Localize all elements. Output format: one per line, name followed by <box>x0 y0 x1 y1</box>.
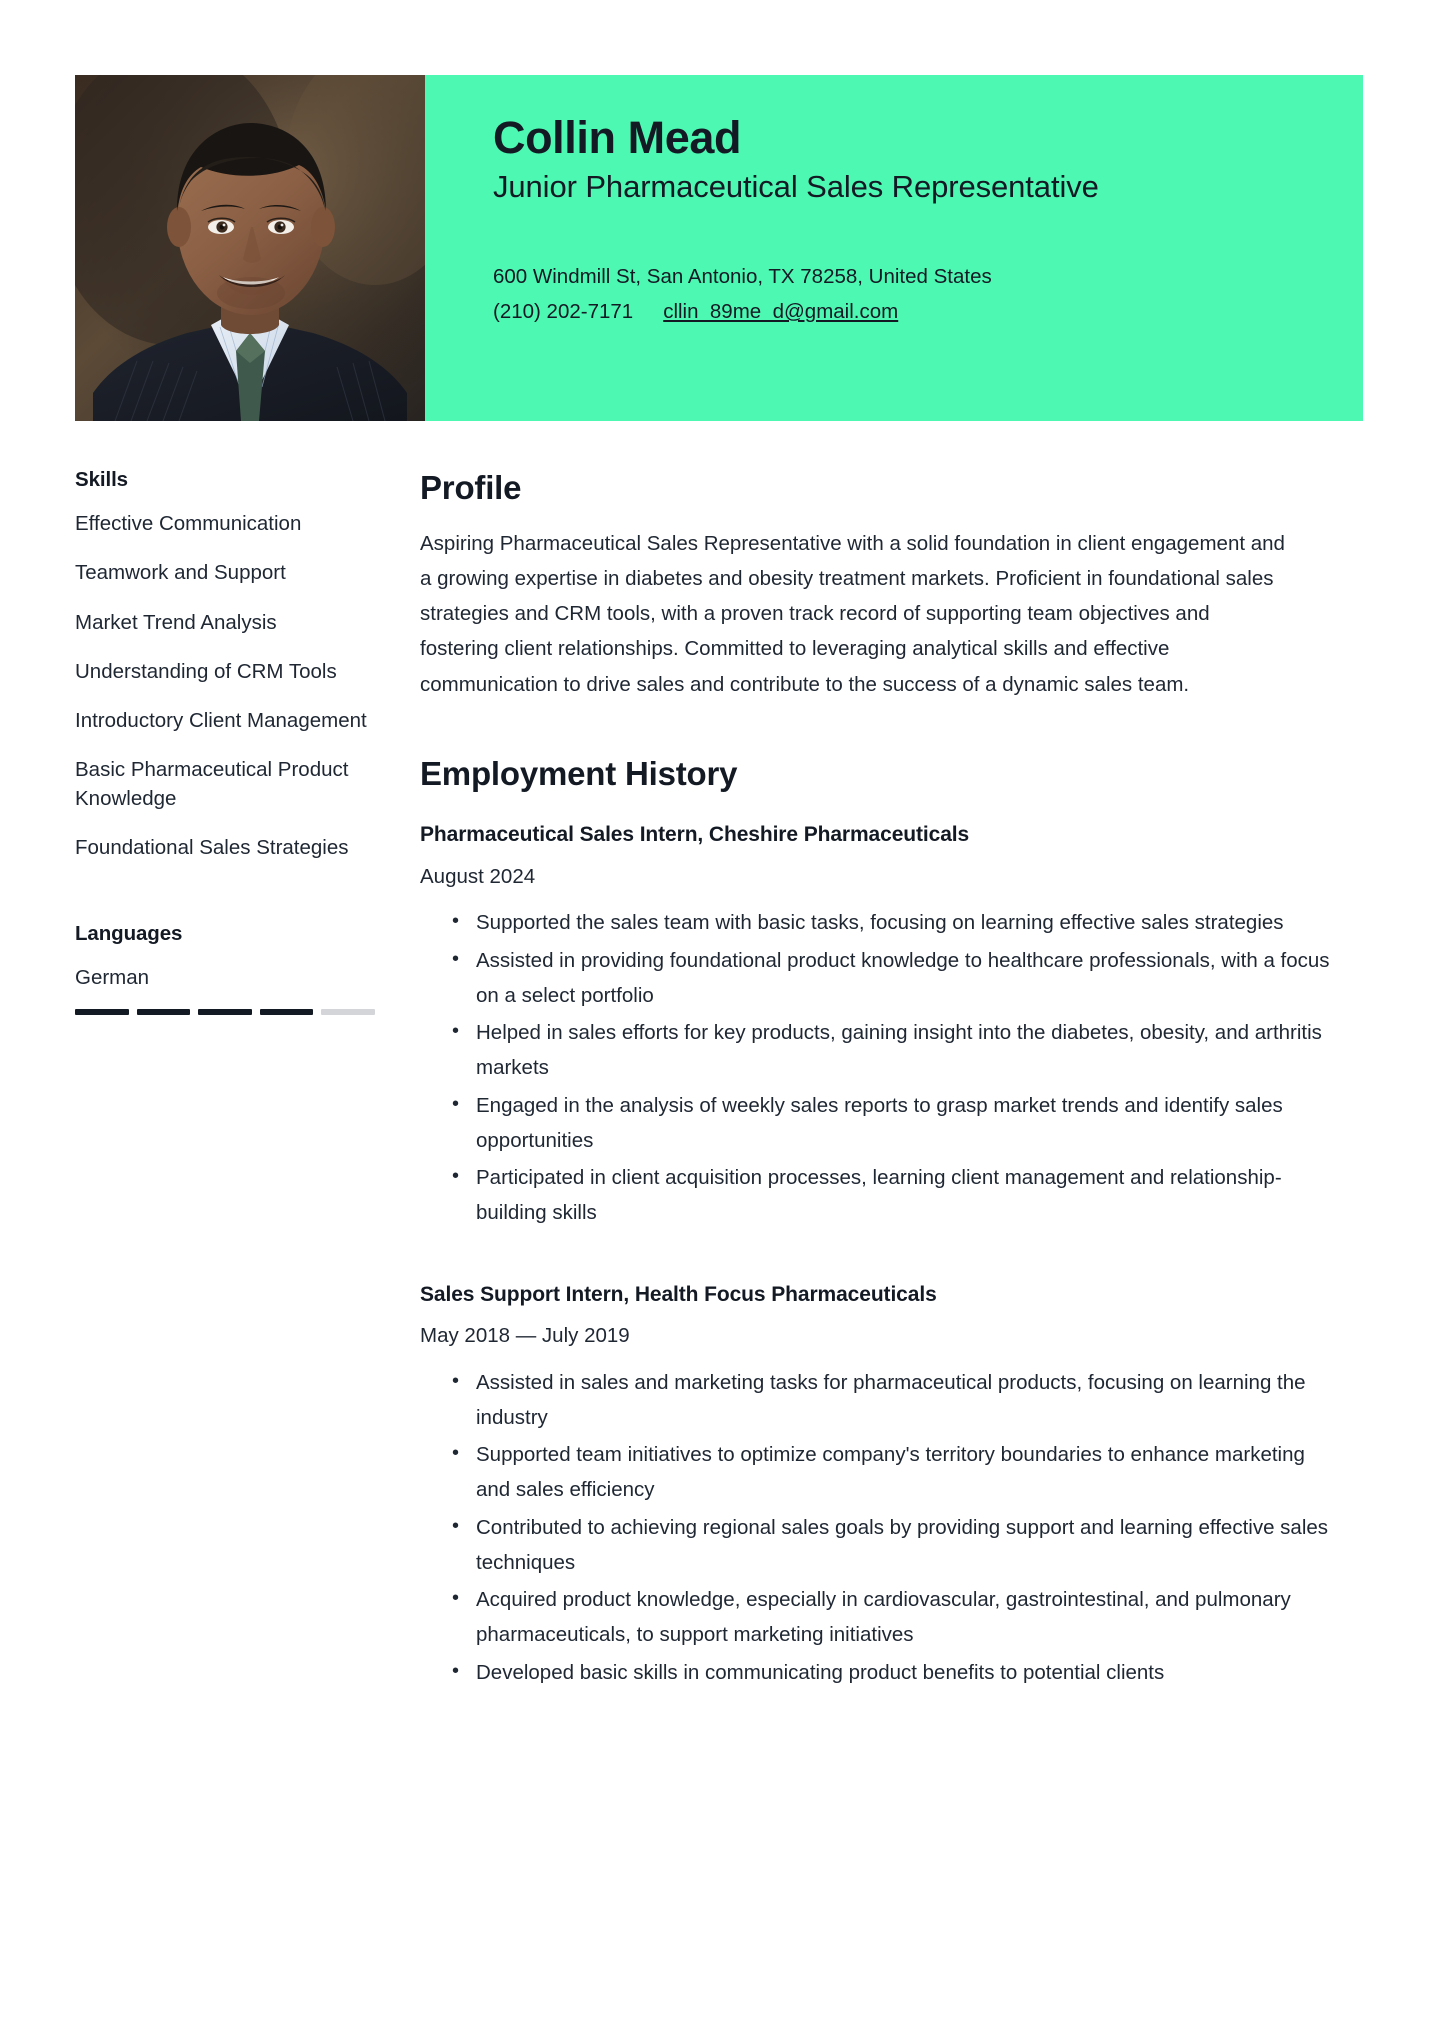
skills-heading: Skills <box>75 468 128 491</box>
language-level-segment <box>75 1009 129 1015</box>
profile-text: Aspiring Pharmaceutical Sales Representative with a solid foundation in client engagement and a growing expertise in diabetes and obesity treatment markets. Proficient in foundational sales strategies and CRM tools, with a proven track record of supporting team objectives and fostering client relationships. Committed to leveraging analytical skills and effective communication to drive sales and contribute to the success of a dynamic sales team. <box>420 531 1285 696</box>
language-name: German <box>75 966 150 990</box>
main-content <box>420 468 1440 1692</box>
job-bullet: • Helped in sales efforts for key products, gaining insight into the diabetes, obesity, and arthritis markets <box>476 1015 1336 1086</box>
job-date: August 2024 <box>420 864 536 888</box>
resume-header <box>75 75 1363 421</box>
languages-heading: Languages <box>75 922 183 946</box>
contact-email[interactable]: cllin_89me_d@gmail.com <box>663 300 899 324</box>
contact-row-phone-email <box>493 294 1363 329</box>
page-title: Collin Mead <box>493 112 742 163</box>
language-level-bar <box>75 1009 375 1015</box>
skill-item: Market Trend Analysis <box>75 610 277 634</box>
skill-item: Foundational Sales Strategies <box>75 835 349 859</box>
language-level-segment <box>198 1009 252 1015</box>
language-level-segment <box>137 1009 191 1015</box>
job-bullet: • Supported the sales team with basic tasks, focusing on learning effective sales strategies <box>476 905 1336 940</box>
contact-block <box>493 259 1363 330</box>
employment-section <box>420 754 1362 1690</box>
job-date: May 2018 — July 2019 <box>420 1323 630 1347</box>
job-bullet: • Assisted in sales and marketing tasks for pharmaceutical products, focusing on learning the industry <box>476 1365 1336 1436</box>
languages-block <box>75 922 392 1014</box>
job-bullets <box>420 1365 1362 1690</box>
contact-address: 600 Windmill St, San Antonio, TX 78258, United States <box>493 264 992 288</box>
skill-item: Basic Pharmaceutical Product Knowledge <box>75 758 349 810</box>
employment-heading: Employment History <box>420 754 738 792</box>
skill-item: Understanding of CRM Tools <box>75 659 337 683</box>
avatar <box>75 75 425 421</box>
job-entry <box>420 1281 1362 1690</box>
skill-item: Introductory Client Management <box>75 709 367 733</box>
sidebar <box>0 468 420 1692</box>
resume-body <box>0 468 1440 1692</box>
job-bullet: • Acquired product knowledge, especially in cardiovascular, gastrointestinal, and pulmonary pharmaceuticals, to support marketing initiatives <box>476 1582 1336 1653</box>
skill-item: Effective Communication <box>75 512 302 535</box>
language-level-segment <box>260 1009 314 1015</box>
job-title-company: Sales Support Intern, Health Focus Pharmaceuticals <box>420 1282 937 1306</box>
job-bullet: • Contributed to achieving regional sales goals by providing support and learning effective sales techniques <box>476 1510 1336 1581</box>
language-level-segment <box>321 1009 375 1015</box>
job-title: Junior Pharmaceutical Sales Representative <box>493 169 1099 205</box>
job-entry <box>420 821 1362 1230</box>
job-bullet: • Supported team initiatives to optimize company's territory boundaries to enhance marketing and sales efficiency <box>476 1437 1336 1508</box>
job-bullets <box>420 905 1362 1230</box>
skill-item: Teamwork and Support <box>75 561 286 585</box>
headshot-photo-icon <box>75 75 425 421</box>
header-content <box>425 75 1363 421</box>
job-title-company: Pharmaceutical Sales Intern, Cheshire Pharmaceuticals <box>420 823 970 847</box>
job-bullet: • Developed basic skills in communicating product benefits to potential clients <box>476 1655 1336 1690</box>
job-bullet: • Engaged in the analysis of weekly sales reports to grasp market trends and identify sales opportunities <box>476 1088 1336 1159</box>
job-bullet: • Participated in client acquisition processes, learning client management and relationship-building skills <box>476 1160 1336 1231</box>
profile-heading: Profile <box>420 469 522 506</box>
contact-phone: (210) 202-7171 <box>493 300 634 324</box>
job-bullet: • Assisted in providing foundational product knowledge to healthcare professionals, with a focus on a select portfolio <box>476 943 1336 1014</box>
